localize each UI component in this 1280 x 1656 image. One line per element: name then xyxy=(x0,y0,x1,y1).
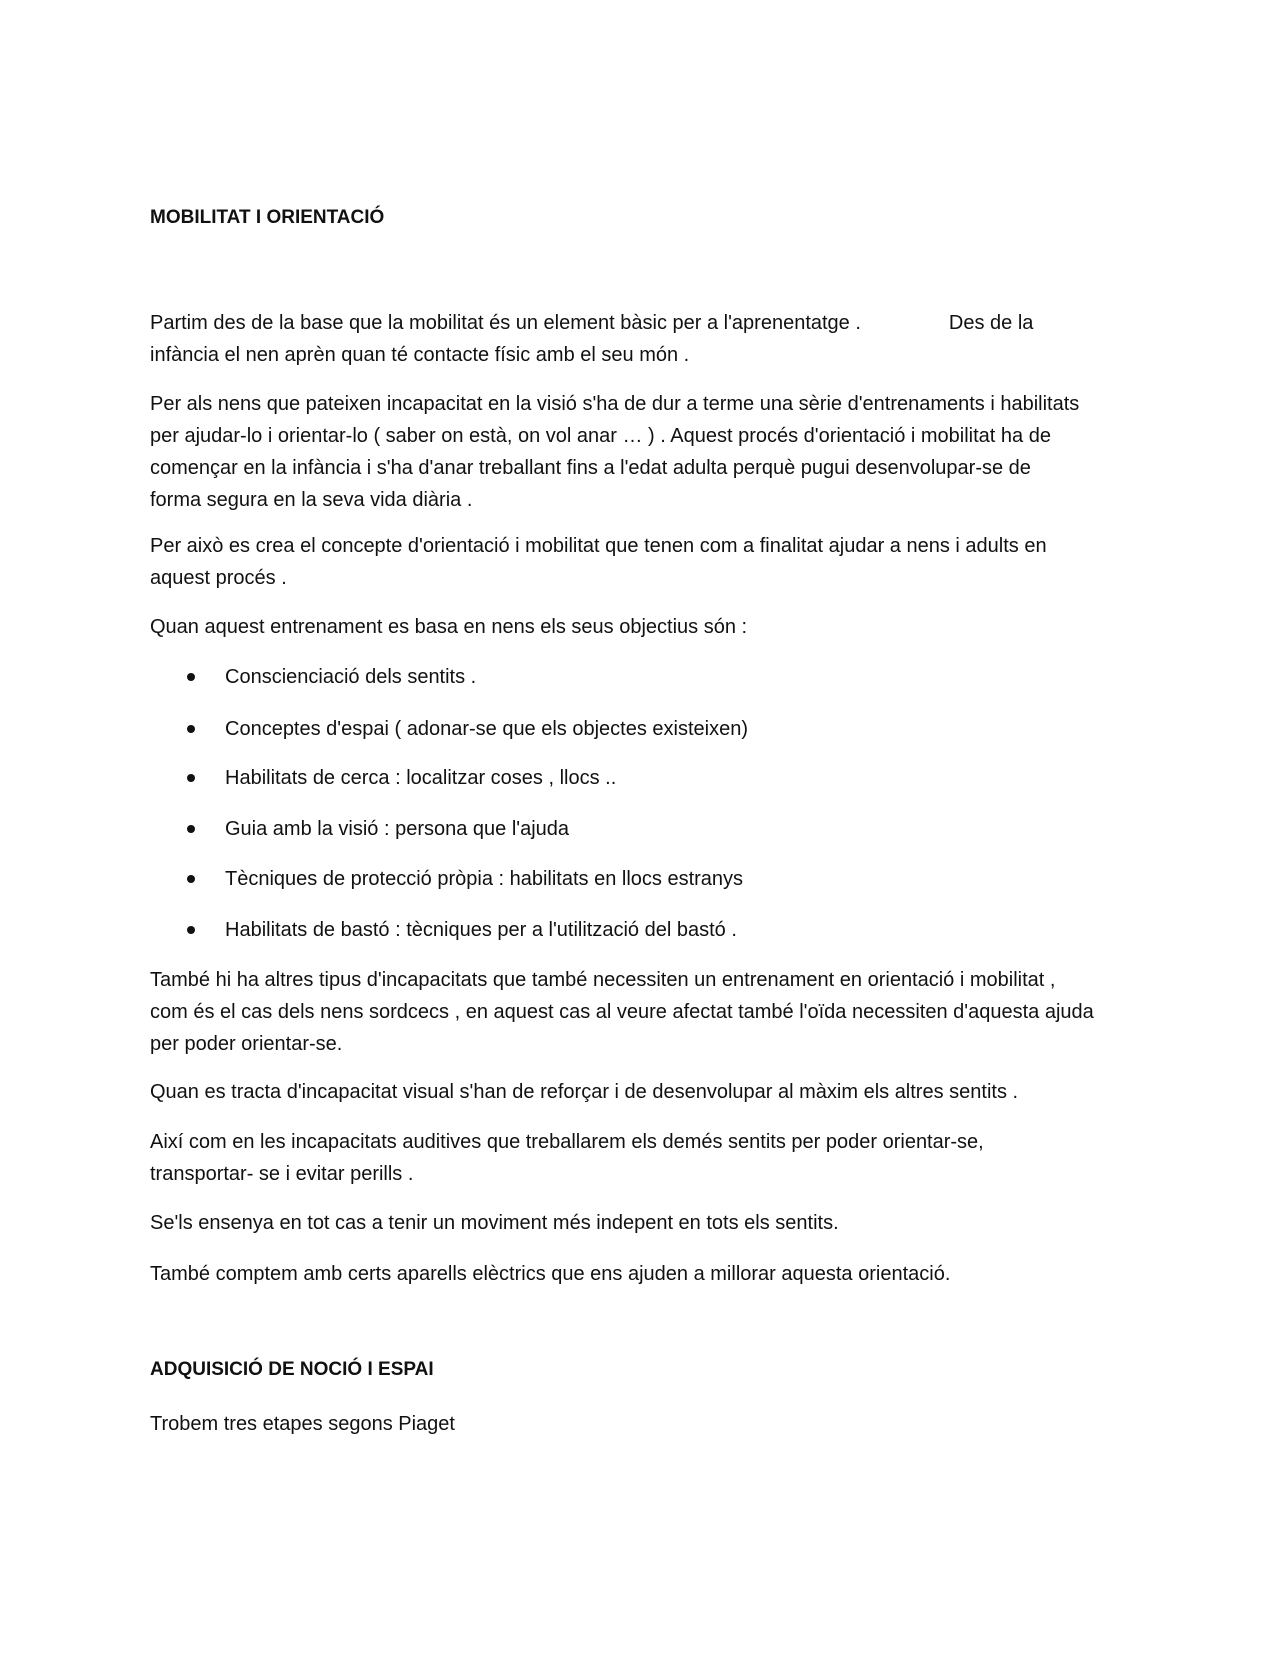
document-title: MOBILITAT I ORIENTACIÓ xyxy=(150,207,385,228)
list-item xyxy=(150,762,1130,794)
intro-paragraph xyxy=(150,307,1130,371)
intro-line-1 xyxy=(150,307,1130,339)
paragraph-line: començar en la infància i s'ha d'anar treballant fins a l'edat adulta perquè pugui desenvolupar-se de xyxy=(150,457,1031,479)
bullet-icon xyxy=(187,875,195,883)
list-item-text: Conscienciació dels sentits . xyxy=(225,666,477,688)
paragraph-line: Quan es tracta d'incapacitat visual s'han de reforçar i de desenvolupar al màxim els altres sentits . xyxy=(150,1081,1019,1103)
paragraph-line: Així com en les incapacitats auditives que treballarem els demés sentits per poder orientar-se, xyxy=(150,1131,984,1153)
paragraph-line: També comptem amb certs aparells elèctrics que ens ajuden a millorar aquesta orientació. xyxy=(150,1263,951,1285)
bullet-icon xyxy=(187,673,195,681)
document-page xyxy=(150,0,1130,1656)
paragraph-line: forma segura en la seva vida diària . xyxy=(150,489,473,511)
paragraph-line: Per als nens que pateixen incapacitat en la visió s'ha de dur a terme una sèrie d'entrenaments i habilitats xyxy=(150,393,1080,415)
paragraph-line: Trobem tres etapes segons Piaget xyxy=(150,1413,455,1435)
paragraph-line: Quan aquest entrenament es basa en nens els seus objectius són : xyxy=(150,616,748,638)
paragraph-devices xyxy=(150,1258,1130,1290)
list-item xyxy=(150,863,1130,895)
paragraph-line: com és el cas dels nens sordcecs , en aquest cas al veure afectat també l'oïda necessiten d'aquesta ajuda xyxy=(150,1001,1094,1023)
list-item xyxy=(150,661,1130,693)
paragraph-line: Se'ls ensenya en tot cas a tenir un moviment més indepent en tots els sentits. xyxy=(150,1212,839,1234)
paragraph-objectives-intro xyxy=(150,611,1130,643)
paragraph-line: També hi ha altres tipus d'incapacitats que també necessiten un entrenament en orientació i mobilitat , xyxy=(150,969,1056,991)
paragraph-other-incapacities xyxy=(150,964,1130,1060)
intro-part-1: Partim des de la base que la mobilitat és un element bàsic per a l'aprenentatge . xyxy=(150,312,861,334)
list-item-text: Conceptes d'espai ( adonar-se que els objectes existeixen) xyxy=(225,718,749,740)
paragraph-auditive xyxy=(150,1126,1130,1190)
list-item-text: Habilitats de bastó : tècniques per a l'utilització del bastó . xyxy=(225,919,737,941)
paragraph-concept xyxy=(150,530,1130,594)
paragraph-movement xyxy=(150,1207,1130,1239)
intro-line-2: infància el nen aprèn quan té contacte físic amb el seu món . xyxy=(150,344,690,366)
paragraph-line: per poder orientar-se. xyxy=(150,1033,343,1055)
bullet-icon xyxy=(187,725,195,733)
paragraph-line: aquest procés . xyxy=(150,567,287,589)
bullet-icon xyxy=(187,774,195,782)
bullet-icon xyxy=(187,825,195,833)
paragraph-visual-impairment xyxy=(150,388,1130,516)
paragraph-visual-senses xyxy=(150,1076,1130,1108)
intro-part-2: Des de la xyxy=(948,312,1034,334)
paragraph-line: transportar- se i evitar perills . xyxy=(150,1163,414,1185)
paragraph-piaget xyxy=(150,1408,1130,1440)
list-item-text: Guia amb la visió : persona que l'ajuda xyxy=(225,818,570,840)
paragraph-line: per ajudar-lo i orientar-lo ( saber on està, on vol anar … ) . Aquest procés d'orientació i mobilitat ha de xyxy=(150,425,1051,447)
list-item xyxy=(150,914,1130,946)
section-heading: ADQUISICIÓ DE NOCIÓ I ESPAI xyxy=(150,1359,434,1380)
list-item xyxy=(150,713,1130,745)
list-item-text: Tècniques de protecció pròpia : habilitats en llocs estranys xyxy=(225,868,744,890)
bullet-icon xyxy=(187,926,195,934)
list-item xyxy=(150,813,1130,845)
paragraph-line: Per això es crea el concepte d'orientació i mobilitat que tenen com a finalitat ajudar a nens i adults en xyxy=(150,535,1047,557)
list-item-text: Habilitats de cerca : localitzar coses , llocs .. xyxy=(225,767,617,789)
